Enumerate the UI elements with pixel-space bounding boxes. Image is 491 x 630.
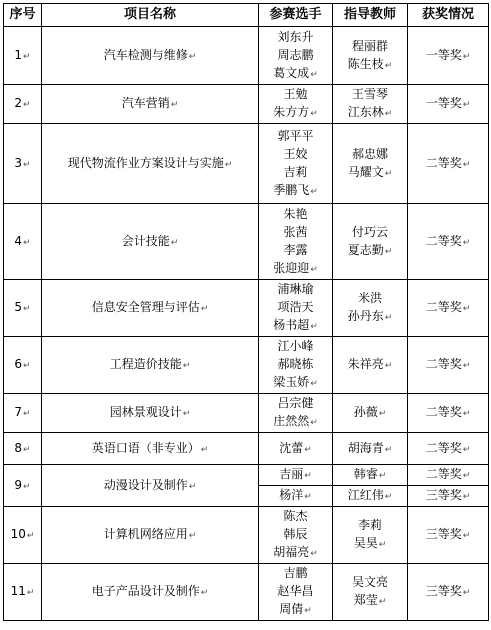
award-cell-text: 二等奖 xyxy=(425,467,462,481)
students-cell-line xyxy=(259,259,332,279)
teachers-cell xyxy=(333,124,408,204)
award-cell xyxy=(408,564,489,621)
teachers-cell xyxy=(333,27,408,85)
student-cell-text: 杨洋 xyxy=(279,488,304,502)
project-name xyxy=(42,394,259,433)
students-cell-name: 刘东升 xyxy=(277,29,314,44)
paragraph-mark: ↵ xyxy=(304,492,312,502)
students-cell-line xyxy=(259,355,332,373)
project-name xyxy=(42,27,259,85)
paragraph-mark: ↵ xyxy=(384,313,393,323)
row-number xyxy=(4,124,42,204)
row-number xyxy=(4,507,42,564)
teachers-cell-name: 孙薇 xyxy=(353,405,378,419)
table-row xyxy=(4,507,489,564)
paragraph-mark: ↵ xyxy=(23,51,31,62)
paragraph-mark: ↵ xyxy=(462,409,471,419)
project-name-text: 汽车营销 xyxy=(121,96,170,110)
paragraph-mark: ↵ xyxy=(23,409,31,419)
students-cell-line xyxy=(259,582,332,600)
row-number-text: 3 xyxy=(14,155,23,170)
paragraph-mark: ↵ xyxy=(23,361,31,371)
table-row xyxy=(4,280,489,337)
students-cell-name: 项浩天 xyxy=(277,300,314,314)
students-cell-line xyxy=(259,205,332,223)
teachers-cell-name: 郑莹 xyxy=(353,593,378,607)
students-cell-name: 郭平平 xyxy=(277,128,314,143)
students-cell-line xyxy=(259,316,332,336)
row-number-text: 11 xyxy=(10,584,26,598)
paragraph-mark: ↵ xyxy=(384,60,393,71)
paragraph-mark: ↵ xyxy=(310,549,318,559)
students-cell xyxy=(259,85,333,124)
teachers-cell-name: 郝忠娜 xyxy=(351,146,388,161)
table-body xyxy=(4,27,489,621)
award-cell xyxy=(408,280,489,337)
award-cell xyxy=(408,507,489,564)
students-cell-line xyxy=(259,145,332,163)
students-cell-name: 王姣 xyxy=(283,146,308,161)
paragraph-mark: ↵ xyxy=(384,361,393,371)
paragraph-mark: ↵ xyxy=(462,304,471,314)
teachers-cell-name: 付巧云 xyxy=(351,224,388,239)
paragraph-mark: ↵ xyxy=(462,471,471,481)
paragraph-mark: ↵ xyxy=(310,109,318,119)
students-cell-line xyxy=(259,543,332,563)
student-cell-text: 吉丽 xyxy=(279,467,304,481)
row-number xyxy=(4,27,42,85)
project-name-text: 电子产品设计及制作 xyxy=(91,584,200,598)
award-cell-text: 三等奖 xyxy=(425,584,462,598)
teachers-cell-name: 孙丹东 xyxy=(347,309,384,323)
row-number xyxy=(4,204,42,280)
header-teachers: 指导教师 xyxy=(333,4,408,27)
teachers-cell xyxy=(333,394,408,433)
award-cell-text: 二等奖 xyxy=(425,405,462,419)
paragraph-mark: ↵ xyxy=(462,100,471,110)
paragraph-mark: ↵ xyxy=(26,588,35,598)
project-name-text: 动漫设计及制作 xyxy=(103,477,188,492)
teachers-cell-line xyxy=(333,573,407,591)
teachers-cell-line xyxy=(333,241,407,261)
paragraph-mark: ↵ xyxy=(23,444,31,455)
row-number-text: 5 xyxy=(14,300,23,314)
teachers-cell-line xyxy=(333,516,407,534)
paragraph-mark: ↵ xyxy=(182,361,191,371)
row-number xyxy=(4,337,42,394)
teacher-cell xyxy=(333,465,408,486)
teachers-cell-line xyxy=(333,355,407,375)
students-cell-line xyxy=(259,525,332,543)
paragraph-mark: ↵ xyxy=(384,168,393,179)
project-name xyxy=(42,204,259,280)
paragraph-mark: ↵ xyxy=(26,531,35,541)
award-table xyxy=(3,3,489,621)
paragraph-mark: ↵ xyxy=(378,597,387,607)
row-number xyxy=(4,85,42,124)
students-cell-line xyxy=(259,163,332,181)
paragraph-mark: ↵ xyxy=(23,100,31,110)
students-cell-name: 葛文成 xyxy=(273,65,310,80)
paragraph-mark: ↵ xyxy=(462,588,471,598)
students-cell-name: 张迎迎 xyxy=(273,260,310,275)
row-number-text: 1 xyxy=(14,47,23,62)
students-cell-name: 沈蕾 xyxy=(279,440,304,455)
students-cell xyxy=(259,280,333,337)
paragraph-mark: ↵ xyxy=(23,304,31,314)
students-cell-line xyxy=(259,85,332,103)
paragraph-mark: ↵ xyxy=(170,237,179,248)
students-cell-line xyxy=(259,298,332,316)
teachers-cell-name: 李莉 xyxy=(357,518,382,532)
award-cell xyxy=(408,85,489,124)
table-row xyxy=(4,85,489,124)
paragraph-mark: ↵ xyxy=(378,471,387,481)
students-cell-line xyxy=(259,600,332,620)
project-name-text: 工程造价技能 xyxy=(109,357,182,371)
project-name-text: 现代物流作业方案设计与实施 xyxy=(67,155,224,170)
project-name-text: 英语口语（非专业） xyxy=(91,440,200,455)
paragraph-mark: ↵ xyxy=(23,237,31,248)
teachers-cell-line xyxy=(333,307,407,327)
header-award: 获奖情况 xyxy=(408,4,489,27)
students-cell-line xyxy=(259,46,332,64)
teachers-cell-line xyxy=(333,103,407,123)
students-cell-line xyxy=(259,337,332,355)
project-name xyxy=(42,337,259,394)
header-project: 项目名称 xyxy=(42,4,259,27)
paragraph-mark: ↵ xyxy=(170,100,179,110)
students-cell-name: 吉莉 xyxy=(283,164,308,179)
teacher-cell xyxy=(333,486,408,507)
students-cell-name: 吉鹏 xyxy=(283,566,308,580)
paragraph-mark: ↵ xyxy=(310,264,318,275)
students-cell xyxy=(259,394,333,433)
students-cell-name: 胡福亮 xyxy=(273,545,310,559)
teachers-cell-name: 胡海青 xyxy=(347,440,384,455)
paragraph-mark: ↵ xyxy=(378,409,387,419)
table-row xyxy=(4,204,489,280)
teachers-cell-name: 米洪 xyxy=(357,291,382,305)
students-cell-line xyxy=(259,412,332,432)
table-row xyxy=(4,465,489,486)
students-cell-name: 张茜 xyxy=(283,224,308,239)
award-cell-text: 二等奖 xyxy=(425,440,462,455)
paragraph-mark: ↵ xyxy=(462,531,471,541)
teachers-cell xyxy=(333,85,408,124)
table-row xyxy=(4,394,489,433)
paragraph-mark: ↵ xyxy=(310,322,318,332)
award-cell-text: 一等奖 xyxy=(425,96,462,110)
award-cell xyxy=(408,465,489,486)
teachers-cell xyxy=(333,564,408,621)
students-cell xyxy=(259,507,333,564)
award-cell xyxy=(408,394,489,433)
paragraph-mark: ↵ xyxy=(462,361,471,371)
paragraph-mark: ↵ xyxy=(188,531,197,541)
teachers-cell-line xyxy=(333,223,407,241)
teacher-cell-text: 江红伟 xyxy=(347,488,384,502)
paragraph-mark: ↵ xyxy=(384,444,393,455)
students-cell-name: 李露 xyxy=(283,242,308,257)
paragraph-mark: ↵ xyxy=(188,481,197,492)
award-cell-text: 二等奖 xyxy=(425,300,462,314)
teachers-cell-line xyxy=(333,55,407,75)
teachers-cell-name: 吴昊 xyxy=(353,536,378,550)
project-name xyxy=(42,433,259,465)
students-cell-name: 杨书超 xyxy=(273,318,310,332)
header-no: 序号 xyxy=(4,4,42,27)
paragraph-mark: ↵ xyxy=(462,444,471,455)
award-cell-text: 二等奖 xyxy=(425,357,462,371)
students-cell-name: 朱方方 xyxy=(273,105,310,119)
teachers-cell xyxy=(333,433,408,465)
teachers-cell-line xyxy=(333,289,407,307)
students-cell xyxy=(259,433,333,465)
students-cell-line xyxy=(259,103,332,123)
paragraph-mark: ↵ xyxy=(224,159,233,170)
row-number-text: 6 xyxy=(14,357,23,371)
project-name xyxy=(42,85,259,124)
paragraph-mark: ↵ xyxy=(310,186,318,197)
project-name-text: 信息安全管理与评估 xyxy=(91,300,200,314)
students-cell xyxy=(259,124,333,204)
teachers-cell-line xyxy=(333,591,407,611)
teachers-cell-name: 夏志勤 xyxy=(347,242,384,257)
teachers-cell xyxy=(333,507,408,564)
teachers-cell-name: 程丽群 xyxy=(351,38,388,53)
students-cell-name: 韩辰 xyxy=(283,527,308,541)
students-cell-line xyxy=(259,280,332,298)
award-cell xyxy=(408,124,489,204)
students-cell-line xyxy=(259,181,332,201)
students-cell xyxy=(259,204,333,280)
students-cell-name: 赵华昌 xyxy=(277,584,314,598)
teachers-cell-line xyxy=(333,403,407,423)
students-cell xyxy=(259,27,333,85)
project-name xyxy=(42,465,259,507)
student-cell xyxy=(259,465,333,486)
paragraph-mark: ↵ xyxy=(304,606,312,616)
paragraph-mark: ↵ xyxy=(200,304,209,314)
students-cell-name: 吕宗健 xyxy=(277,396,314,410)
award-cell-text: 二等奖 xyxy=(425,233,462,248)
table-row xyxy=(4,337,489,394)
paragraph-mark: ↵ xyxy=(384,109,393,119)
row-number-text: 8 xyxy=(14,440,23,455)
project-name xyxy=(42,124,259,204)
students-cell-name: 庄然然 xyxy=(273,414,310,428)
students-cell-line xyxy=(259,241,332,259)
teachers-cell-line xyxy=(333,439,407,459)
row-number xyxy=(4,394,42,433)
students-cell-line xyxy=(259,507,332,525)
students-cell-name: 周志鹏 xyxy=(277,47,314,62)
students-cell-name: 朱艳 xyxy=(283,206,308,221)
table-row xyxy=(4,564,489,621)
paragraph-mark: ↵ xyxy=(310,418,318,428)
students-cell xyxy=(259,564,333,621)
paragraph-mark: ↵ xyxy=(304,471,312,481)
paragraph-mark: ↵ xyxy=(462,492,471,502)
paragraph-mark: ↵ xyxy=(310,379,318,389)
row-number-text: 4 xyxy=(14,233,23,248)
project-name xyxy=(42,507,259,564)
award-cell-text: 一等奖 xyxy=(425,47,462,62)
paragraph-mark: ↵ xyxy=(200,444,209,455)
row-number xyxy=(4,280,42,337)
project-name-text: 园林景观设计 xyxy=(109,405,182,419)
paragraph-mark: ↵ xyxy=(304,444,312,455)
teachers-cell-line xyxy=(333,163,407,183)
teachers-cell-name: 马耀文 xyxy=(347,164,384,179)
students-cell-name: 季鹏飞 xyxy=(273,182,310,197)
paragraph-mark: ↵ xyxy=(200,588,209,598)
table-row xyxy=(4,433,489,465)
award-cell xyxy=(408,433,489,465)
paragraph-mark: ↵ xyxy=(188,51,197,62)
paragraph-mark: ↵ xyxy=(310,69,318,80)
award-cell-text: 三等奖 xyxy=(425,488,462,502)
award-cell xyxy=(408,27,489,85)
paragraph-mark: ↵ xyxy=(182,409,191,419)
award-cell xyxy=(408,337,489,394)
row-number-text: 10 xyxy=(10,527,26,541)
header-row xyxy=(4,4,489,27)
students-cell-line xyxy=(259,223,332,241)
teachers-cell-name: 朱祥亮 xyxy=(347,357,384,371)
project-name-text: 计算机网络应用 xyxy=(103,527,188,541)
teachers-cell-line xyxy=(333,145,407,163)
project-name xyxy=(42,564,259,621)
students-cell-line xyxy=(259,394,332,412)
students-cell-name: 陈杰 xyxy=(283,509,308,523)
row-number-text: 9 xyxy=(14,477,23,492)
teachers-cell-name: 江东林 xyxy=(347,105,384,119)
teachers-cell-name: 王雪琴 xyxy=(351,87,388,101)
award-cell-text: 三等奖 xyxy=(425,527,462,541)
award-cell xyxy=(408,486,489,507)
row-number-text: 7 xyxy=(14,405,23,419)
students-cell-name: 周倩 xyxy=(279,602,304,616)
project-name xyxy=(42,280,259,337)
table-row xyxy=(4,124,489,204)
students-cell-line xyxy=(259,439,332,459)
header-students: 参赛选手 xyxy=(259,4,333,27)
students-cell-line xyxy=(259,28,332,46)
teachers-cell xyxy=(333,280,408,337)
paragraph-mark: ↵ xyxy=(23,481,31,492)
students-cell xyxy=(259,337,333,394)
paragraph-mark: ↵ xyxy=(462,51,471,62)
paragraph-mark: ↵ xyxy=(384,246,393,257)
students-cell-name: 王勉 xyxy=(283,87,308,101)
paragraph-mark: ↵ xyxy=(378,540,387,550)
teachers-cell-line xyxy=(333,37,407,55)
students-cell-line xyxy=(259,64,332,84)
teachers-cell xyxy=(333,204,408,280)
students-cell-line xyxy=(259,373,332,393)
project-name-text: 会计技能 xyxy=(121,233,170,248)
students-cell-name: 浦琳瑜 xyxy=(277,282,314,296)
students-cell-name: 江小峰 xyxy=(277,339,314,353)
teachers-cell-line xyxy=(333,534,407,554)
award-cell xyxy=(408,204,489,280)
students-cell-name: 郝晓栋 xyxy=(277,357,314,371)
paragraph-mark: ↵ xyxy=(462,237,471,248)
award-cell-text: 二等奖 xyxy=(425,155,462,170)
table-row xyxy=(4,27,489,85)
paragraph-mark: ↵ xyxy=(462,159,471,170)
teachers-cell-name: 吴文亮 xyxy=(351,575,388,589)
students-cell-line xyxy=(259,564,332,582)
teachers-cell-line xyxy=(333,85,407,103)
row-number xyxy=(4,564,42,621)
teachers-cell-name: 陈生枝 xyxy=(347,56,384,71)
project-name-text: 汽车检测与维修 xyxy=(103,47,188,62)
teachers-cell xyxy=(333,337,408,394)
paragraph-mark: ↵ xyxy=(384,492,393,502)
student-cell xyxy=(259,486,333,507)
students-cell-line xyxy=(259,127,332,145)
row-number-text: 2 xyxy=(14,96,23,110)
row-number xyxy=(4,433,42,465)
students-cell-name: 梁玉娇 xyxy=(273,375,310,389)
paragraph-mark: ↵ xyxy=(23,159,31,170)
teacher-cell-text: 韩睿 xyxy=(353,467,378,481)
row-number xyxy=(4,465,42,507)
